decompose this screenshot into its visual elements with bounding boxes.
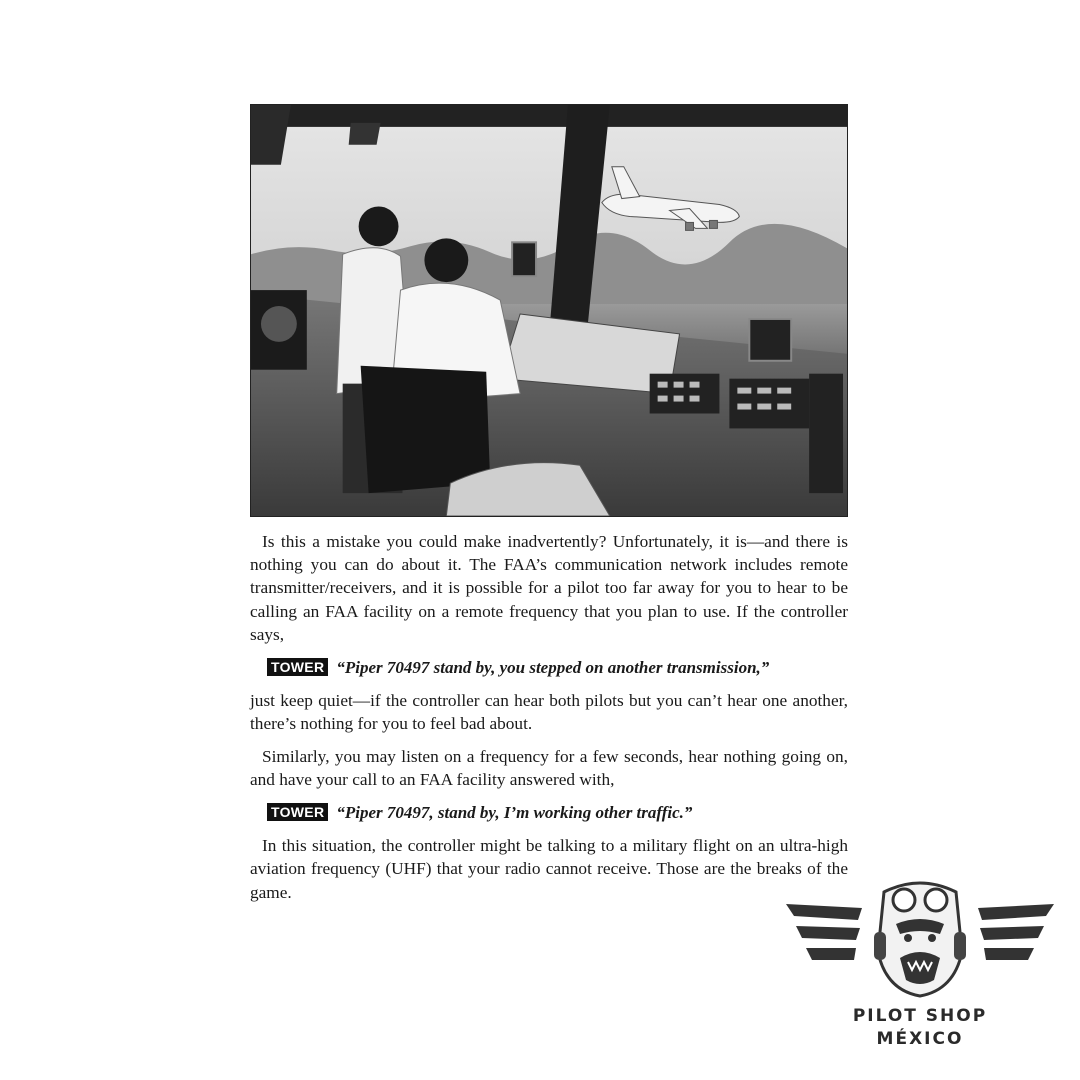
body-text [250, 530, 848, 904]
tower-badge: TOWER [267, 803, 328, 821]
radio-call-2 [267, 801, 848, 824]
paragraph-2: just keep quiet—if the controller can hear both pilots but you can’t hear one another, there’s nothing for you to feel bad about. [250, 691, 848, 734]
logo-line-2: MÉXICO [876, 1029, 964, 1049]
paragraph-3: Similarly, you may listen on a frequency for a few seconds, hear nothing going on, and have your call to an FAA facility answered with, [250, 746, 848, 789]
control-tower-photo [250, 104, 848, 517]
paragraph-1: Is this a mistake you could make inadvertently? Unfortunately, it is—and there is nothing you can do about it. The FAA’s communication network includes remote transmitter/receivers, and it is possible for a pilot too far away for you to hear to be calling an FAA facility on a remote frequency that you plan to use. If the controller says, [250, 532, 848, 644]
logo-line-1: PILOT SHOP [852, 1006, 988, 1026]
paragraph-4: In this situation, the controller might be talking to a military flight on an ultra-high aviation frequency (UHF) that your radio cannot receive. Those are the breaks of the game. [250, 836, 848, 902]
control-tower-illustration [251, 105, 847, 516]
gorilla-pilot-icon [784, 872, 1056, 1006]
tower-badge: TOWER [267, 658, 328, 676]
radio-quote-2: “Piper 70497, stand by, I’m working other traffic.” [336, 803, 693, 823]
radio-quote-1: “Piper 70497 stand by, you stepped on another transmission,” [336, 658, 770, 678]
radio-call-1 [267, 656, 848, 679]
pilot-shop-logo [784, 872, 1056, 1052]
